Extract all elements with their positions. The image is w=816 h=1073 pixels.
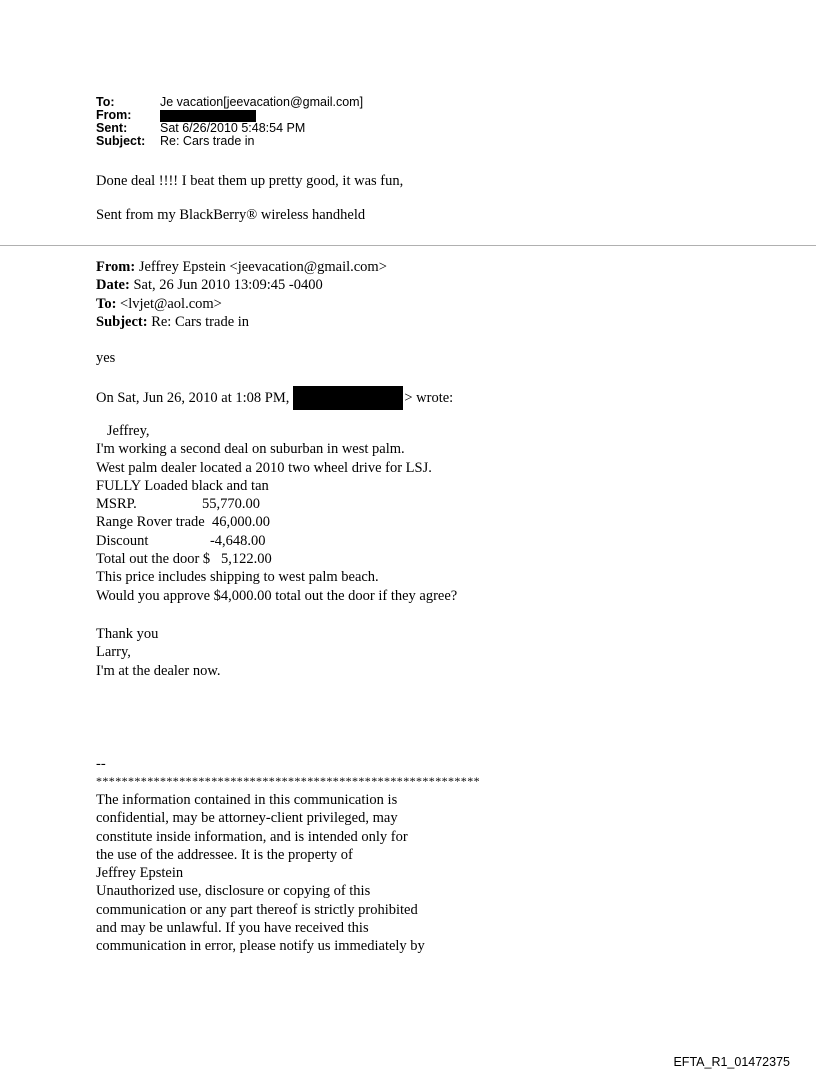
quoted-to-value: <lvjet@aol.com> (116, 295, 222, 312)
separator-line (0, 245, 816, 246)
reply-line-1: Done deal !!!! I beat them up pretty good, it was fun, (96, 173, 404, 189)
message-line: West palm dealer located a 2010 two wheel drive for LSJ. (96, 459, 432, 476)
message-line: MSRP. 55,770.00 (96, 496, 260, 513)
signature-separator (96, 755, 480, 789)
quoted-to-row (96, 295, 387, 313)
signoff (96, 625, 220, 680)
sent-label: Sent: (96, 121, 128, 135)
to-label: To: (96, 95, 115, 109)
redaction-box (293, 386, 403, 410)
message-line: Would you approve $4,000.00 total out the door if they agree? (96, 587, 458, 604)
document-id: EFTA_R1_01472375 (673, 1055, 790, 1069)
disclaimer-line: confidential, may be attorney-client privileged, may (96, 810, 398, 827)
quoted-header (96, 258, 387, 331)
quoted-date-label: Date: (96, 277, 130, 294)
disclaimer-line: Jeffrey Epstein (96, 865, 184, 882)
message-line: Range Rover trade 46,000.00 (96, 514, 270, 531)
quoted-from-value: Jeffrey Epstein <jeevacation@gmail.com> (135, 259, 387, 275)
header-to-row (96, 96, 363, 109)
signoff-line: I'm at the dealer now. (96, 662, 221, 679)
disclaimer-line: The information contained in this communication is (96, 792, 398, 808)
disclaimer-line: the use of the addressee. It is the property of (96, 846, 353, 863)
quoted-subject-row (96, 313, 387, 331)
message-line: Jeffrey, (96, 423, 150, 439)
quoted-reply-text: yes (96, 350, 116, 366)
attribution-suffix: > wrote: (404, 389, 454, 406)
message-line: I'm working a second deal on suburban in west palm. (96, 441, 405, 458)
disclaimer-line: and may be unlawful. If you have received this (96, 920, 369, 937)
signoff-line: Thank you (96, 626, 159, 642)
quoted-subject-label: Subject: (96, 313, 148, 330)
reply-line-2: Sent from my BlackBerry® wireless handheld (96, 207, 366, 223)
subject-label: Subject: (96, 134, 146, 148)
disclaimer-line: constitute inside information, and is intended only for (96, 828, 408, 845)
sent-value: Sat 6/26/2010 5:48:54 PM (160, 121, 306, 135)
email-header (96, 96, 363, 148)
disclaimer-line: communication in error, please notify us immediately by (96, 938, 425, 955)
disclaimer (96, 791, 425, 956)
message-line: This price includes shipping to west palm beach. (96, 569, 379, 586)
disclaimer-line: Unauthorized use, disclosure or copying of this (96, 883, 371, 900)
subject-value: Re: Cars trade in (160, 134, 255, 148)
sig-dash: -- (96, 756, 106, 772)
quoted-subject-value: Re: Cars trade in (147, 313, 250, 330)
quoted-to-label: To: (96, 295, 117, 312)
quoted-from-label: From: (96, 259, 136, 275)
message-body (96, 422, 457, 605)
quoted-date-value: Sat, 26 Jun 2010 13:09:45 -0400 (129, 277, 323, 294)
attribution-line (96, 386, 453, 410)
signoff-line: Larry, (96, 644, 131, 661)
sig-stars: ************************************************************ (96, 774, 480, 789)
message-line: Discount -4,648.00 (96, 532, 266, 549)
quoted-date-row (96, 276, 387, 294)
to-value: Je vacation[jeevacation@gmail.com] (160, 95, 364, 109)
from-label: From: (96, 108, 132, 122)
disclaimer-line: communication or any part thereof is strictly prohibited (96, 901, 418, 918)
message-line: Total out the door $ 5,122.00 (96, 551, 272, 568)
quoted-from-row (96, 258, 387, 276)
header-subject-row (96, 135, 363, 148)
attribution-prefix: On Sat, Jun 26, 2010 at 1:08 PM, (96, 389, 290, 406)
message-line: FULLY Loaded black and tan (96, 477, 269, 494)
